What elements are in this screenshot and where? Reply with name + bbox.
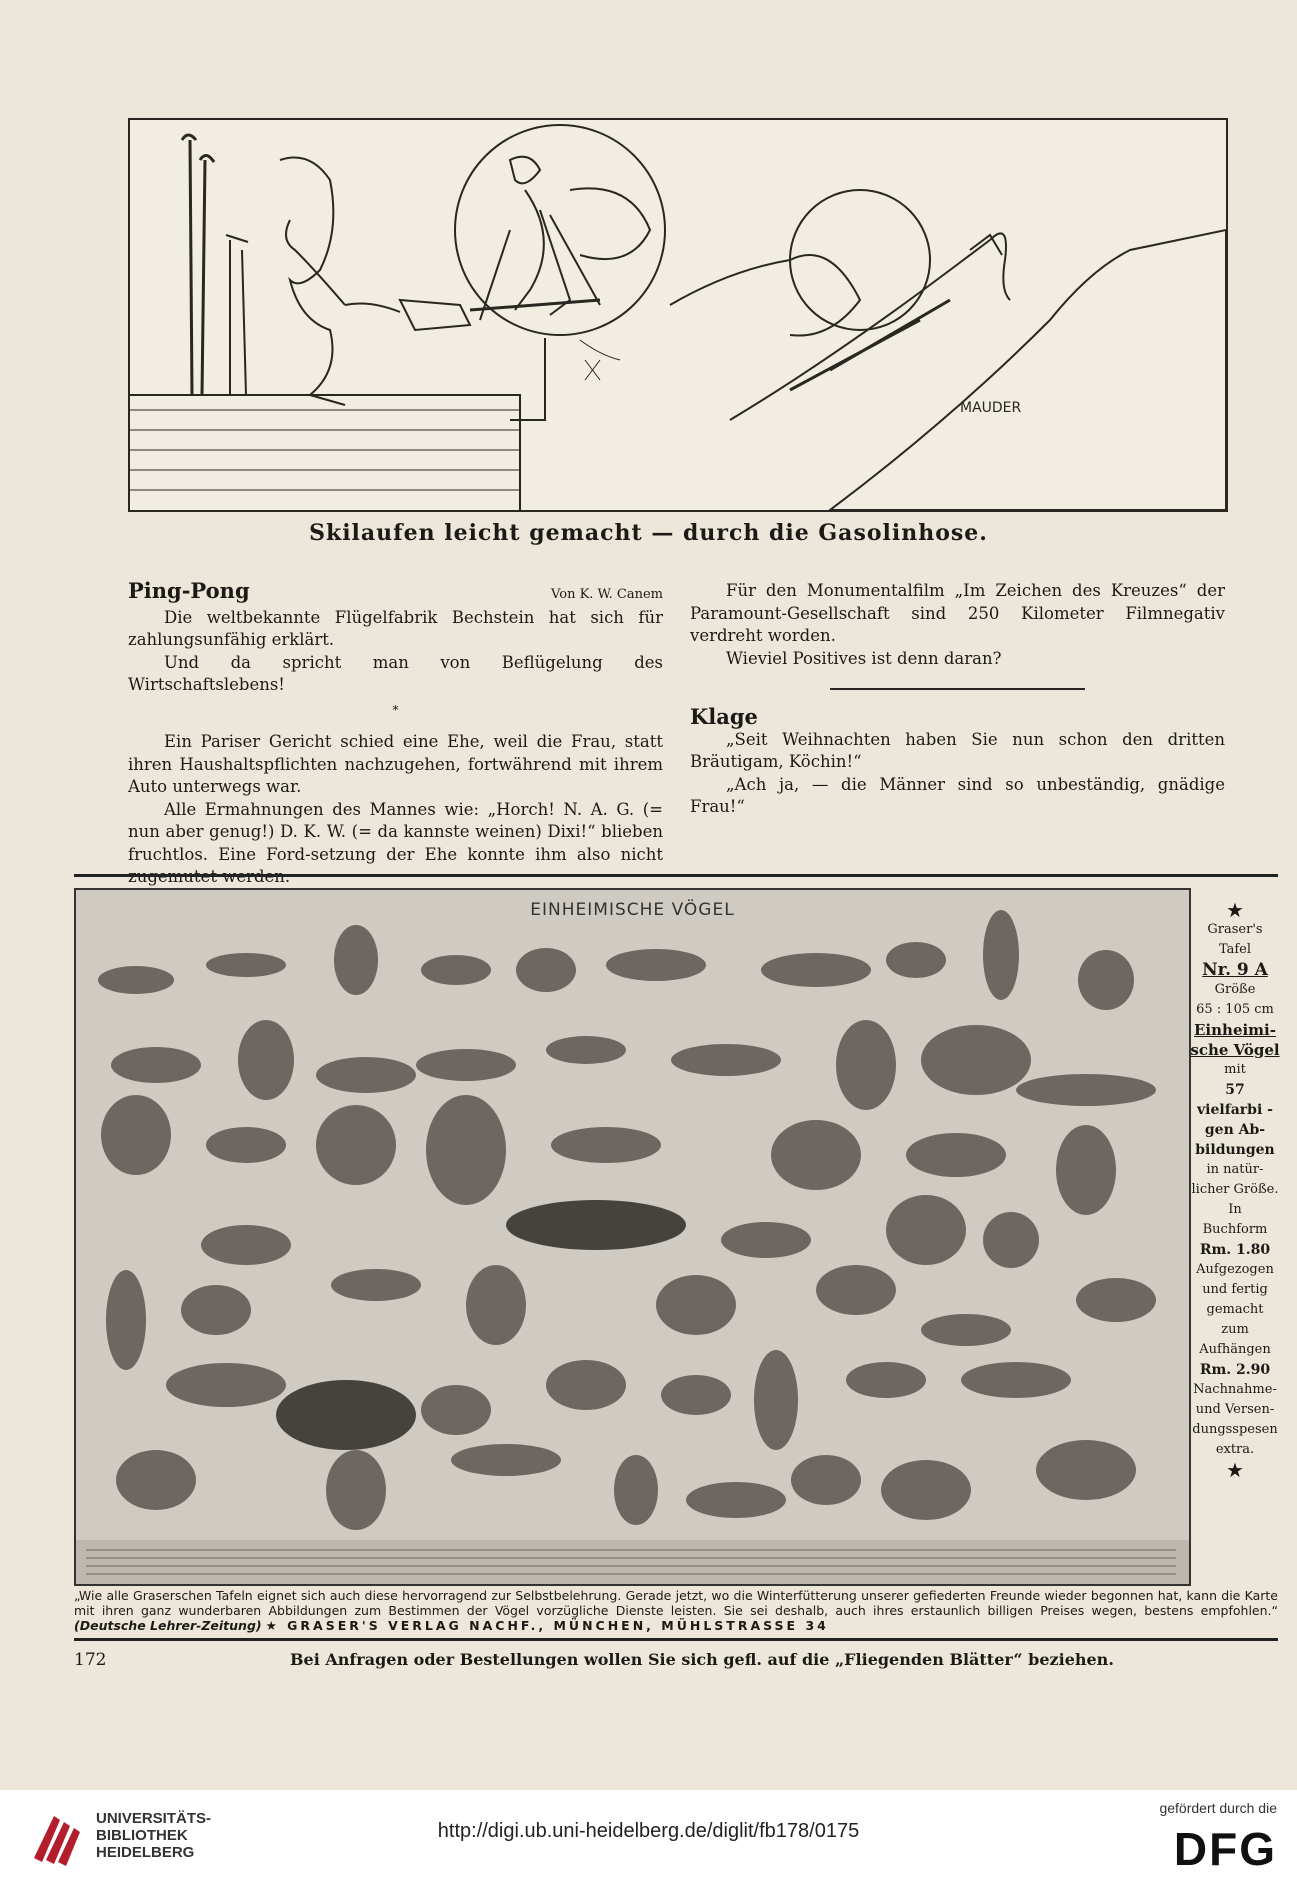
sidebar-text: Größe — [1214, 982, 1256, 997]
price-mounted: Rm. 2.90 — [1199, 1362, 1271, 1378]
advertisement-bottom-rule — [74, 1638, 1278, 1641]
plate-number: Nr. 9 A — [1202, 960, 1268, 980]
paragraph: „Ach ja, — die Männer sind so unbeständig, gnädige Frau!“ — [690, 774, 1225, 816]
bird-plate-image — [74, 888, 1191, 1586]
advertisement-top-rule — [74, 874, 1278, 877]
sidebar-text: licher Größe. — [1191, 1182, 1279, 1197]
sidebar-text: Nachnahme- — [1193, 1382, 1277, 1397]
dfg-logo: DFG — [1173, 1823, 1277, 1875]
sidebar-text: Aufgezogen — [1196, 1262, 1274, 1277]
sidebar-text: mit — [1224, 1062, 1246, 1077]
quote-source: (Deutsche Lehrer-Zeitung) — [74, 1618, 262, 1633]
paragraph: Für den Monumentalfilm „Im Zeichen des Kreuzes“ der Paramount-Gesellschaft sind 250 Kilometer Filmnegativ verdreht worden. — [690, 581, 1225, 645]
cartoon-signature: MAUDER — [960, 400, 1022, 416]
sidebar-text: Tafel — [1218, 942, 1252, 957]
quote-text: „Wie alle Graserschen Tafeln eignet sich auch diese hervorragend zur Selbstbelehrung. Gerade jetzt, wo die Winterfütterung unserer gefiederten Freunde wieder begonnen hat, kann die Karte mit ihren ganz wunderbaren Abbildungen zum Bestimmen der Vögel vorzügliche Dienste leisten. Sie sei deshalb, auch ihres erstaunlich billigen Preises wegen, bestens empfohlen.“ — [74, 1588, 1278, 1618]
page-number: 172 — [74, 1650, 107, 1670]
illustration-count: 57 — [1225, 1082, 1245, 1098]
paragraph: Wieviel Positives ist denn daran? — [726, 648, 1002, 668]
sidebar-text: und Versen- — [1195, 1402, 1275, 1417]
ad-quote — [74, 1588, 1278, 1633]
sidebar-text: In — [1228, 1202, 1242, 1217]
publisher-address: ★ GRASER'S VERLAG NACHF., MÜNCHEN, MÜHLSTRASSE 34 — [265, 1618, 829, 1633]
klage-title: Klage — [690, 704, 758, 729]
institution-line: BIBLIOTHEK — [96, 1827, 188, 1844]
sidebar-text: zum — [1221, 1322, 1249, 1337]
sidebar-text: extra. — [1215, 1442, 1255, 1457]
sidebar-text: vielfarbi - — [1197, 1102, 1273, 1118]
institution-line: UNIVERSITÄTS- — [96, 1810, 212, 1827]
funded-by-label: gefördert durch die — [1159, 1800, 1277, 1816]
sidebar-text: bildungen — [1195, 1142, 1275, 1158]
ad-sidebar — [1190, 900, 1280, 1480]
star-icon: ★ — [1226, 1458, 1244, 1482]
paragraph: Die weltbekannte Flügelfabrik Bechstein hat sich für zahlungsunfähig erklärt. — [128, 607, 663, 649]
sidebar-text: Buchform — [1202, 1222, 1268, 1237]
plate-name: Einheimi- — [1194, 1021, 1276, 1039]
paragraph: „Seit Weihnachten haben Sie nun schon den dritten Bräutigam, Köchin!“ — [690, 729, 1225, 771]
sidebar-text: dungsspesen — [1192, 1422, 1278, 1437]
sidebar-text: Graser's — [1207, 922, 1263, 937]
article-header — [128, 580, 663, 607]
sidebar-text: in natür- — [1206, 1162, 1264, 1177]
price-book: Rm. 1.80 — [1199, 1242, 1271, 1258]
article-byline: Von K. W. Canem — [551, 587, 663, 602]
sidebar-text: gemacht — [1206, 1302, 1264, 1317]
cartoon-caption: Skilaufen leicht gemacht — durch die Gasolinhose. — [309, 520, 988, 546]
permalink-url[interactable]: http://digi.ub.uni-heidelberg.de/diglit/fb178/0175 — [437, 1820, 860, 1842]
paragraph: Ein Pariser Gericht schied eine Ehe, weil die Frau, statt ihren Haushaltspflichten nachzugehen, fortwährend mit ihrem Auto unterwegs war. — [128, 732, 663, 796]
sidebar-text: Aufhängen — [1199, 1342, 1271, 1357]
plate-name: sche Vögel — [1190, 1041, 1280, 1059]
paragraph: Alle Ermahnungen des Mannes wie: „Horch! N. A. G. (= nun aber genug!) D. K. W. (= da kannste weinen) Dixi!“ blieben fruchtlos. Eine Ford-setzung der Ehe konnte ihm also nicht — [128, 799, 663, 864]
plate-size: 65 : 105 cm — [1196, 1002, 1274, 1017]
footer-note: Bei Anfragen oder Bestellungen wollen Sie sich gefl. auf die „Fliegenden Blätter“ beziehen. — [290, 1650, 1114, 1669]
article-right — [690, 580, 1225, 819]
digitization-footer — [0, 1790, 1297, 1882]
star-icon: ★ — [1226, 898, 1244, 922]
section-separator: * — [392, 702, 399, 717]
skiing-cartoon — [128, 118, 1228, 512]
sidebar-text: und fertig — [1202, 1282, 1268, 1297]
article-title: Ping-Pong — [128, 578, 250, 603]
article-left — [128, 580, 663, 923]
sidebar-text: gen Ab- — [1204, 1122, 1266, 1138]
plate-title: EINHEIMISCHE VÖGEL — [530, 900, 735, 920]
cartoon-illustration — [130, 120, 1226, 510]
paragraph: Und da spricht man von Beflügelung des Wirtschaftslebens! — [128, 652, 663, 694]
institution-line: HEIDELBERG — [96, 1844, 195, 1861]
bird-plate-illustration — [76, 890, 1189, 1584]
divider — [830, 688, 1085, 690]
